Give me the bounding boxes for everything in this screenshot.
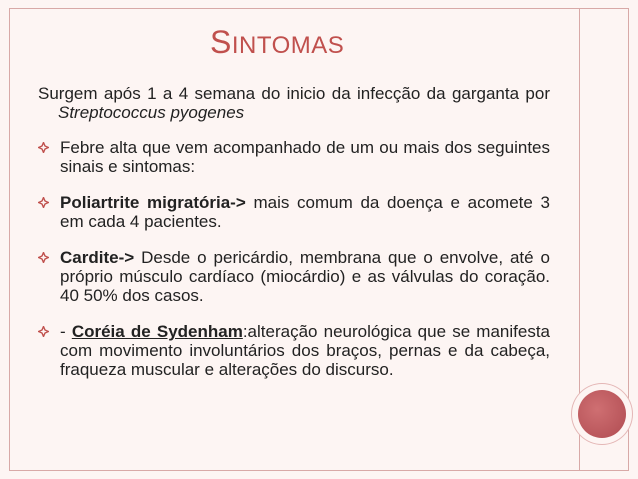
item-bold-term: Coréia de Sydenham <box>71 322 243 341</box>
title-rest: INTOMAS <box>231 32 345 59</box>
item-bold-term: Cardite-> <box>60 248 135 267</box>
item-text: Desde o pericárdio, membrana que o envolve, até o próprio músculo cardíaco (miocárdio) e as válvulas do coração. 40 50% dos casos. <box>60 248 550 305</box>
intro-paragraph <box>38 84 550 122</box>
right-vertical-rule <box>579 9 580 470</box>
bullet-item-cardite <box>38 248 550 305</box>
bullet-item-fever <box>38 138 550 176</box>
x-ornament-bullet-icon <box>38 142 49 153</box>
slide-body <box>38 84 550 396</box>
x-ornament-bullet-icon <box>38 326 49 337</box>
bullet-item-poliartrite <box>38 193 550 231</box>
item-text: mais comum da doença e acomete 3 em cada 4 pacientes. <box>60 193 550 231</box>
x-ornament-bullet-icon <box>38 197 49 208</box>
title-first-letter: S <box>210 24 232 60</box>
item-prefix: - <box>60 322 72 341</box>
item-bold-term: Poliartrite migratória-> <box>60 193 246 212</box>
bullet-item-coreia <box>38 322 550 379</box>
intro-organism: Streptococcus pyogenes <box>58 103 245 122</box>
x-ornament-bullet-icon <box>38 252 49 263</box>
intro-text: Surgem após 1 a 4 semana do inicio da infecção da garganta por <box>38 84 550 103</box>
item-text: Febre alta que vem acompanhado de um ou mais dos seguintes sinais e sintomas: <box>60 138 550 176</box>
decorative-circle <box>578 390 626 438</box>
slide-title <box>210 24 344 61</box>
item-text: :alteração neurológica que se manifesta com movimento involuntários dos braços, pernas e da cabeça, fraqueza muscular e alterações do discurso. <box>60 322 550 379</box>
